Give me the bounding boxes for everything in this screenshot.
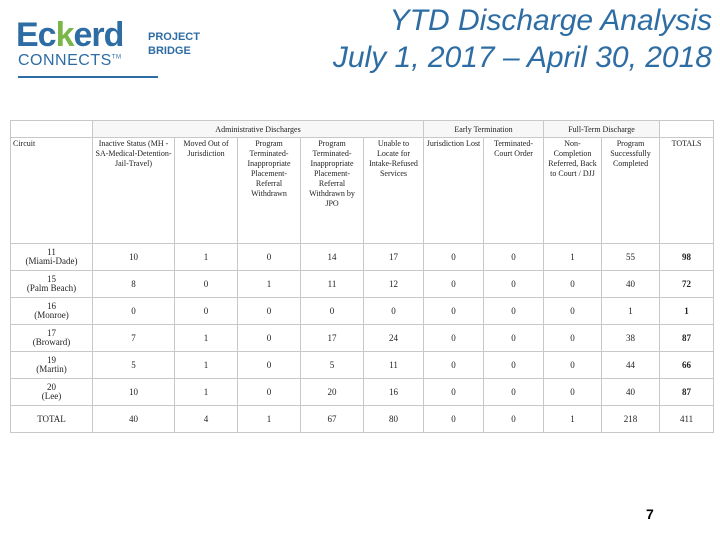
logo-project-bridge: PROJECT BRIDGE [148,31,200,57]
total-label-cell: TOTAL [11,406,93,433]
column-header-unable-to-locate: Unable to Locate for Intake-Refused Services [364,138,424,244]
table-cell: 24 [364,325,424,352]
column-header-completed: Program Successfully Completed [602,138,660,244]
logo-eckerd-text: Eckerd [16,16,124,54]
table-cell: 0 [93,298,175,325]
table-cell: 0 [544,298,602,325]
table-cell: 0 [238,352,301,379]
column-header-non-completion: Non-Completion Referred, Back to Court / DJJ [544,138,602,244]
group-header-row [11,121,714,138]
table-cell: 0 [544,352,602,379]
table-cell: 0 [424,379,484,406]
table-cell: 1 [238,271,301,298]
table-cell: 1 [175,352,238,379]
table-cell: 7 [93,325,175,352]
table-row [11,298,714,325]
table-cell: 0 [424,298,484,325]
table-cell: 0 [238,298,301,325]
row-total-cell: 98 [660,244,714,271]
table-cell: 0 [484,271,544,298]
total-cell: 0 [424,406,484,433]
table-cell: 0 [484,352,544,379]
table-cell: 5 [301,352,364,379]
total-cell: 80 [364,406,424,433]
row-total-cell: 87 [660,325,714,352]
table-cell: 0 [484,298,544,325]
table-cell: 0 [544,271,602,298]
table-cell: 20 [301,379,364,406]
total-cell: 40 [93,406,175,433]
table-row [11,244,714,271]
group-header-blank-right [660,121,714,138]
table-cell: 0 [484,325,544,352]
discharge-table [10,120,714,433]
circuit-cell: 11 (Miami-Dade) [11,244,93,271]
table-cell: 0 [238,244,301,271]
total-row [11,406,714,433]
grand-total-cell: 411 [660,406,714,433]
total-cell: 1 [544,406,602,433]
table-cell: 1 [175,325,238,352]
eckerd-connects-logo [10,10,210,72]
table-cell: 0 [424,271,484,298]
table-cell: 40 [602,379,660,406]
group-header-early: Early Termination [424,121,544,138]
table-cell: 1 [602,298,660,325]
total-cell: 67 [301,406,364,433]
table-cell: 40 [602,271,660,298]
column-header-circuit: Circuit [11,138,93,244]
table-cell: 44 [602,352,660,379]
page-number: 7 [646,506,654,522]
total-cell: 4 [175,406,238,433]
row-total-cell: 87 [660,379,714,406]
table-cell: 0 [424,325,484,352]
circuit-cell: 19 (Martin) [11,352,93,379]
table-cell: 12 [364,271,424,298]
group-header-admin: Administrative Discharges [93,121,424,138]
table-cell: 55 [602,244,660,271]
row-total-cell: 1 [660,298,714,325]
circuit-cell: 17 (Broward) [11,325,93,352]
table-cell: 0 [175,298,238,325]
table-cell: 1 [544,244,602,271]
table-cell: 0 [238,325,301,352]
column-header-totals: TOTALS [660,138,714,244]
table-cell: 0 [424,352,484,379]
logo-underline [18,76,158,78]
table-cell: 0 [484,379,544,406]
table-row [11,325,714,352]
table-cell: 5 [93,352,175,379]
table-cell: 0 [544,325,602,352]
total-cell: 1 [238,406,301,433]
row-total-cell: 66 [660,352,714,379]
logo-connects-text: CONNECTS™ [18,52,122,69]
column-header-program-terminated-jpo: Program Terminated-Inappropriate Placement-Referral Withdrawn by JPO [301,138,364,244]
table-cell: 17 [301,325,364,352]
group-header-full: Full-Term Discharge [544,121,660,138]
column-header-court-order: Terminated-Court Order [484,138,544,244]
table-cell: 10 [93,379,175,406]
table-row [11,352,714,379]
table-cell: 11 [301,271,364,298]
total-cell: 0 [484,406,544,433]
circuit-cell: 15 (Palm Beach) [11,271,93,298]
table-cell: 0 [364,298,424,325]
table-cell: 1 [175,244,238,271]
page-title [333,2,712,76]
table-cell: 0 [544,379,602,406]
column-header-row [11,138,714,244]
row-total-cell: 72 [660,271,714,298]
total-cell: 218 [602,406,660,433]
table-row [11,379,714,406]
table-cell: 10 [93,244,175,271]
table-cell: 0 [301,298,364,325]
column-header-jurisdiction-lost: Jurisdiction Lost [424,138,484,244]
table-cell: 0 [238,379,301,406]
table-cell: 11 [364,352,424,379]
table-cell: 16 [364,379,424,406]
table-cell: 1 [175,379,238,406]
circuit-cell: 20 (Lee) [11,379,93,406]
column-header-moved-out: Moved Out of Jurisdiction [175,138,238,244]
column-header-inactive-status: Inactive Status (MH -SA-Medical-Detention-Jail-Travel) [93,138,175,244]
table-cell: 0 [175,271,238,298]
column-header-program-terminated: Program Terminated-Inappropriate Placement-Referral Withdrawn [238,138,301,244]
table-cell: 8 [93,271,175,298]
table-cell: 17 [364,244,424,271]
table-cell: 0 [424,244,484,271]
group-header-blank [11,121,93,138]
title-line-2: July 1, 2017 – April 30, 2018 [332,41,712,74]
table-row [11,271,714,298]
table-cell: 14 [301,244,364,271]
title-line-1: YTD Discharge Analysis [389,4,712,37]
table-cell: 38 [602,325,660,352]
circuit-cell: 16 (Monroe) [11,298,93,325]
table-cell: 0 [484,244,544,271]
